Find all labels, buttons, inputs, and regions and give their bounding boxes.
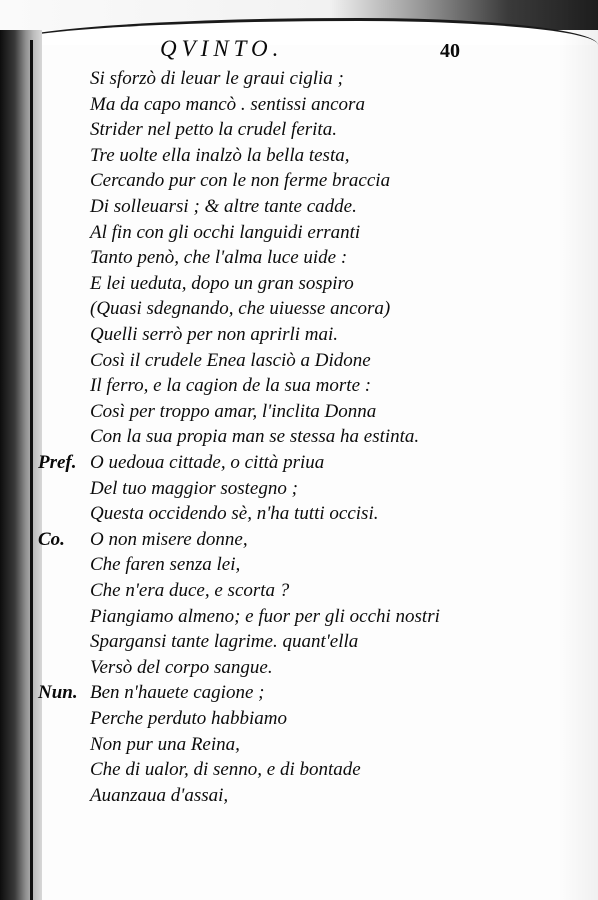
verse-text: Non pur una Reina, (90, 733, 240, 755)
verse-text: Che di ualor, di senno, e di bontade (90, 759, 361, 781)
verse-text: Di solleuarsi ; & altre tante cadde. (90, 196, 357, 217)
verse-text: Ben n'hauete cagione ; (90, 682, 265, 704)
verse-text: Così il crudele Enea lasciò a Didone (90, 349, 371, 371)
speaker-label: Nun. (38, 682, 78, 704)
verse-text: Si sforzò di leuar le graui ciglia ; (90, 68, 344, 89)
verse-line (0, 117, 598, 143)
verse-text: Ma da capo mancò . sentissi ancora (90, 93, 365, 115)
verse-line (0, 399, 598, 425)
verse-line (0, 578, 598, 604)
page-number: 40 (440, 40, 460, 62)
verse-text: Al fin con gli occhi languidi erranti (90, 221, 361, 243)
verse-line (0, 680, 598, 706)
verse-text: Del tuo maggior sostegno ; (90, 477, 298, 499)
verse-line (0, 424, 598, 450)
verse-line (0, 66, 598, 92)
verse-text: Il ferro, e la cagion de la sua morte : (90, 375, 372, 397)
verse-line (0, 194, 598, 220)
verse-line (0, 655, 598, 681)
verse-text: Che faren senza lei, (90, 554, 241, 576)
verse-text: O non misere donne, (90, 528, 248, 550)
verse-text: E lei ueduta, dopo un gran sospiro (90, 272, 354, 294)
verse-line (0, 322, 598, 348)
verse-line (0, 296, 598, 322)
page-header (42, 36, 598, 68)
speaker-label: Pref. (38, 452, 77, 473)
verse-text: Così per troppo amar, l'inclita Donna (90, 400, 377, 422)
verse-text: Spargansi tante lagrime. quant'ella (90, 631, 359, 653)
verse-text: Che n'era duce, e scorta ? (90, 580, 290, 601)
verse-text: Quelli serrò per non aprirli mai. (90, 324, 339, 345)
running-head: QVINTO. (160, 36, 284, 61)
verse-line (0, 450, 598, 476)
verse-line (0, 143, 598, 169)
verse-line (0, 527, 598, 553)
verse-line (0, 220, 598, 246)
verse-text: Questa occidendo sè, n'ha tutti occisi. (90, 503, 379, 525)
verse-text: Tre uolte ella inalzò la bella testa, (90, 144, 350, 166)
verse-line (0, 706, 598, 732)
verse-text: Con la sua propia man se stessa ha estinta. (90, 426, 420, 448)
verse-line (0, 783, 598, 809)
verse-text: Piangiamo almeno; e fuor per gli occhi nostri (90, 605, 440, 627)
verse-line (0, 552, 598, 578)
verse-text: Cercando pur con le non ferme braccia (90, 170, 391, 192)
verse-text: Perche perduto habbiamo (90, 708, 287, 729)
verse-text: Tanto penò, che l'alma luce uide : (90, 247, 348, 269)
verse-text: Versò del corpo sangue. (90, 656, 273, 678)
verse-line (0, 501, 598, 527)
verse-text: Strider nel petto la crudel ferita. (90, 119, 337, 141)
verse-text: Auanzaua d'assai, (90, 784, 229, 806)
verse-text: (Quasi sdegnando, che uiuesse ancora) (90, 298, 391, 320)
verse-line (0, 732, 598, 758)
verse-line (0, 604, 598, 630)
verse-text: O uedoua cittade, o città priua (90, 452, 325, 473)
verse-line (0, 476, 598, 502)
speaker-label: Co. (38, 528, 65, 550)
verse-line (0, 757, 598, 783)
verse-line (0, 245, 598, 271)
verse-line (0, 629, 598, 655)
verse-line (0, 168, 598, 194)
verse-line (0, 92, 598, 118)
verse-line (0, 373, 598, 399)
verse-line (0, 348, 598, 374)
verse-line (0, 271, 598, 297)
